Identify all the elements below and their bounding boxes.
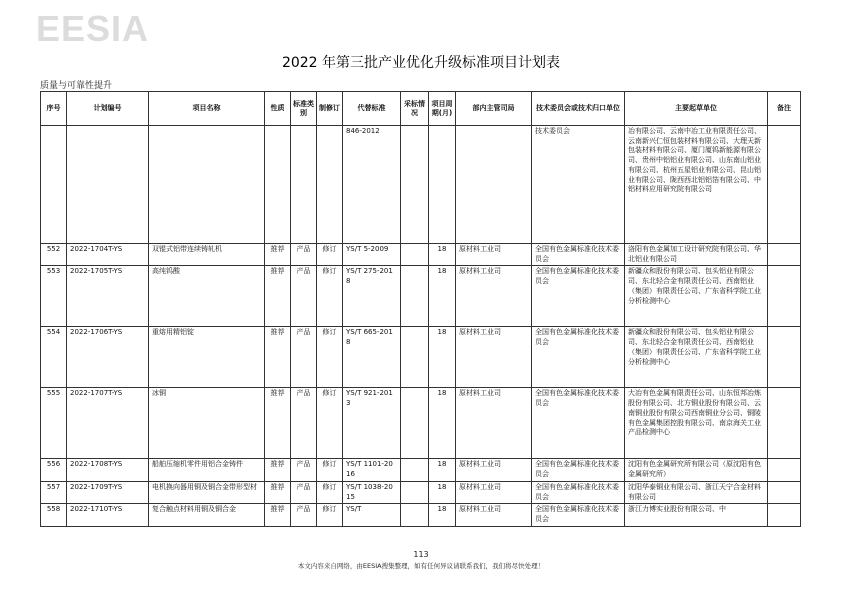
table-cell: 553 xyxy=(41,266,67,327)
table-cell: 2022-1709T-YS xyxy=(67,481,149,503)
table-cell: 18 xyxy=(429,504,456,526)
table-cell xyxy=(41,126,67,244)
table-cell xyxy=(456,126,532,244)
table-cell: 2022-1704T-YS xyxy=(67,244,149,266)
plan-table xyxy=(40,91,801,527)
table-cell xyxy=(768,126,801,244)
table-cell: 修订 xyxy=(317,266,343,327)
table-cell: 重熔用精铝锭 xyxy=(149,327,265,388)
table-cell xyxy=(768,459,801,481)
table-cell: 推荐 xyxy=(265,481,291,503)
table-cell: 推荐 xyxy=(265,459,291,481)
table-cell: 产品 xyxy=(291,459,317,481)
page-number: 113 xyxy=(413,550,429,559)
table-cell: 552 xyxy=(41,244,67,266)
table-cell: 产品 xyxy=(291,481,317,503)
table-cell: 冶有限公司、云南中冶工业有限责任公司、云南新兴仁恒包装材料有限公司、大理天新包装材料有限公司、厦门厦钨新能源有限公司、贵州中铝铝业有限公司、山东南山铝业有限公司、杭州五星铝业有限公司、昆山铝业有限公司、陇西西北铝铝箔有限公司、中铝材料应用研究院有限公司 xyxy=(625,126,768,244)
table-cell: 全国有色金属标准化技术委员会 xyxy=(532,504,625,526)
table-cell: 18 xyxy=(429,388,456,459)
table-cell: 2022-1708T-YS xyxy=(67,459,149,481)
table-cell: 电机换向器用铜及铜合金带形型材 xyxy=(149,481,265,503)
table-cell: 浙江力博实业股份有限公司、中 xyxy=(625,504,768,526)
table-cell: 原材料工业司 xyxy=(456,327,532,388)
header-cell: 技术委员会或技术归口单位 xyxy=(532,92,625,126)
table-cell: 555 xyxy=(41,388,67,459)
table-cell: 产品 xyxy=(291,327,317,388)
table-cell: 全国有色金属标准化技术委员会 xyxy=(532,244,625,266)
table-cell: 554 xyxy=(41,327,67,388)
table-cell xyxy=(768,504,801,526)
header-cell: 项目周期(月) xyxy=(429,92,456,126)
table-row xyxy=(41,266,801,327)
table-cell xyxy=(265,126,291,244)
table-cell: 846-2012 xyxy=(343,126,401,244)
table-cell: YS/T 921-2013 xyxy=(343,388,401,459)
table-cell: 558 xyxy=(41,504,67,526)
table-cell: 全国有色金属标准化技术委员会 xyxy=(532,327,625,388)
logo: EESIA xyxy=(36,8,150,49)
table-cell: YS/T xyxy=(343,504,401,526)
table-cell: YS/T 665-2018 xyxy=(343,327,401,388)
table-row xyxy=(41,504,801,526)
table-cell: 全国有色金属标准化技术委员会 xyxy=(532,388,625,459)
section-subtitle: 质量与可靠性提升 xyxy=(40,81,113,91)
table-cell: 18 xyxy=(429,266,456,327)
table-cell: 原材料工业司 xyxy=(456,388,532,459)
table-cell: 修订 xyxy=(317,327,343,388)
header-cell: 项目名称 xyxy=(149,92,265,126)
table-cell xyxy=(291,126,317,244)
table-cell: 原材料工业司 xyxy=(456,266,532,327)
table-row xyxy=(41,388,801,459)
table-row xyxy=(41,244,801,266)
table-cell: 18 xyxy=(429,459,456,481)
table-cell: 原材料工业司 xyxy=(456,481,532,503)
table-cell xyxy=(768,266,801,327)
table-cell xyxy=(768,327,801,388)
table-cell: 修订 xyxy=(317,388,343,459)
table-header-row xyxy=(41,92,801,126)
table-cell: 高纯钨酸 xyxy=(149,266,265,327)
table-cell: 产品 xyxy=(291,504,317,526)
table-cell: 产品 xyxy=(291,388,317,459)
page-title: 2022 年第三批产业优化升级标准项目计划表 xyxy=(281,55,561,71)
header-cell: 主要起草单位 xyxy=(625,92,768,126)
header-cell: 计划编号 xyxy=(67,92,149,126)
table-cell: 原材料工业司 xyxy=(456,504,532,526)
table-cell: 双锟式铝带连续铸轧机 xyxy=(149,244,265,266)
table-cell: 全国有色金属标准化技术委员会 xyxy=(532,266,625,327)
table-cell: 船舶压缩机零件用铝合金铸件 xyxy=(149,459,265,481)
table-cell: 推荐 xyxy=(265,244,291,266)
table-cell: 新疆众和股份有限公司、包头铝业有限公司、东北轻合金有限责任公司、西南铝业（集团）有限责任公司、广东省科学院工业分析检测中心 xyxy=(625,266,768,327)
table-cell: 原材料工业司 xyxy=(456,244,532,266)
table-cell: YS/T 1038-2015 xyxy=(343,481,401,503)
table-cell: YS/T 1101-2016 xyxy=(343,459,401,481)
table-cell xyxy=(401,459,429,481)
table-row xyxy=(41,327,801,388)
table-cell: 修订 xyxy=(317,481,343,503)
table-cell xyxy=(149,126,265,244)
table-cell: 技术委员会 xyxy=(532,126,625,244)
table-cell: 产品 xyxy=(291,244,317,266)
table-cell xyxy=(401,388,429,459)
table-row xyxy=(41,481,801,503)
table-cell: 修订 xyxy=(317,244,343,266)
table-cell: 沈阳华泰铜业有限公司、浙江天宁合金材料有限公司 xyxy=(625,481,768,503)
table-cell xyxy=(401,126,429,244)
table-cell: 产品 xyxy=(291,266,317,327)
table-cell: 557 xyxy=(41,481,67,503)
table-cell xyxy=(401,504,429,526)
table-cell: 冰铜 xyxy=(149,388,265,459)
table-cell xyxy=(768,244,801,266)
table-cell: YS/T 5-2009 xyxy=(343,244,401,266)
table-cell xyxy=(401,244,429,266)
table-cell xyxy=(317,126,343,244)
table-cell: YS/T 275-2018 xyxy=(343,266,401,327)
table-cell: 沈阳有色金属研究所有限公司（原沈阳有色金属研究所） xyxy=(625,459,768,481)
table-cell xyxy=(401,266,429,327)
table-cell: 2022-1706T-YS xyxy=(67,327,149,388)
table-cell: 2022-1707T-YS xyxy=(67,388,149,459)
table-cell: 推荐 xyxy=(265,327,291,388)
header-cell: 备注 xyxy=(768,92,801,126)
table-cell: 大冶有色金属有限责任公司、山东恒邦冶炼股份有限公司、北方铜业股份有限公司、云南铜业股份有限公司西南铜业分公司、铜陵有色金属集团控股有限公司、南京海关工业产品检测中心 xyxy=(625,388,768,459)
header-cell: 采标情况 xyxy=(401,92,429,126)
header-cell: 代替标准 xyxy=(343,92,401,126)
table-cell: 原材料工业司 xyxy=(456,459,532,481)
table-cell xyxy=(768,481,801,503)
table-cell: 修订 xyxy=(317,504,343,526)
header-cell: 制修订 xyxy=(317,92,343,126)
footer-note: 本文内容来自网络，由EESIA搜集整理，如有任何异议请联系我们，我们将尽快处理！ xyxy=(297,562,545,570)
table-cell: 复合触点材料用铜及铜合金 xyxy=(149,504,265,526)
table-cell: 修订 xyxy=(317,459,343,481)
table-cell xyxy=(401,481,429,503)
table-cell: 全国有色金属标准化技术委员会 xyxy=(532,459,625,481)
table-cell: 洛阳有色金属加工设计研究院有限公司、华北铝业有限公司 xyxy=(625,244,768,266)
header-cell: 性质 xyxy=(265,92,291,126)
table-cell: 2022-1710T-YS xyxy=(67,504,149,526)
table-row xyxy=(41,459,801,481)
table-cell: 556 xyxy=(41,459,67,481)
header-cell: 部内主管司局 xyxy=(456,92,532,126)
table-cell: 推荐 xyxy=(265,504,291,526)
table-row xyxy=(41,126,801,244)
header-cell: 标准类别 xyxy=(291,92,317,126)
table-cell xyxy=(429,126,456,244)
table-cell: 18 xyxy=(429,481,456,503)
table-cell: 18 xyxy=(429,327,456,388)
table-cell: 推荐 xyxy=(265,388,291,459)
table-cell: 2022-1705T-YS xyxy=(67,266,149,327)
table-cell: 新疆众和股份有限公司、包头铝业有限公司、东北轻合金有限责任公司、西南铝业（集团）有限责任公司、广东省科学院工业分析检测中心 xyxy=(625,327,768,388)
table-cell: 全国有色金属标准化技术委员会 xyxy=(532,481,625,503)
table-cell: 18 xyxy=(429,244,456,266)
table-cell: 推荐 xyxy=(265,266,291,327)
table-cell xyxy=(401,327,429,388)
table-cell xyxy=(768,388,801,459)
table-cell xyxy=(67,126,149,244)
header-cell: 序号 xyxy=(41,92,67,126)
